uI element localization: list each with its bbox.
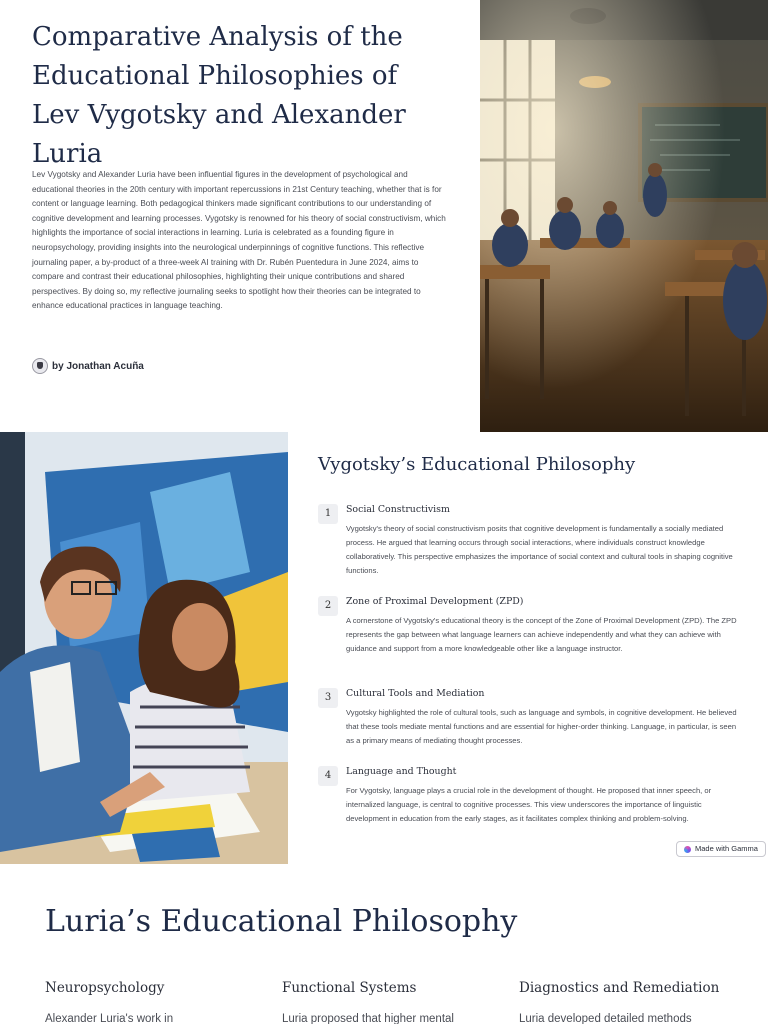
column-card [519, 980, 739, 1024]
gamma-badge-label: Made with Gamma [695, 844, 758, 853]
intro-paragraph: Lev Vygotsky and Alexander Luria have been influential figures in the development of psychological and educational theories in the 20th century with important repercussions in 21st Century teaching, whether that is for content or language learning. Both pedagogical thinkers made significant contributions to our understanding of cognitive development and learning processes. Vygotsky is renowned for his theory of social constructivism, which highlights the importance of social interactions in learning. Luria is celebrated as a founding figure in neuropsychology, providing insights into the neurological underpinnings of cognitive functions. This reflective journaling paper, a by-product of a three-week AI training with Dr. Rubén Puentedura in June 2024, aims to compare and contrast their educational philosophies, highlighting their unique contributions and shared perspectives. By doing so, my reflective journaling seeks to spotlight how their theories can be integrated to enhance educational practices in language teaching. [32, 170, 446, 311]
item-number: 1 [318, 504, 338, 524]
column-description: Luria developed detailed methods [519, 1013, 692, 1024]
students-image [0, 432, 288, 864]
luria-slide [0, 864, 768, 1024]
column-title: Neuropsychology [45, 980, 165, 996]
item-title: Cultural Tools and Mediation [346, 688, 485, 699]
item-number: 2 [318, 596, 338, 616]
column-title: Functional Systems [282, 980, 417, 996]
made-with-gamma-badge[interactable] [676, 841, 766, 857]
item-number: 4 [318, 766, 338, 786]
column-description: Alexander Luria's work in [45, 1013, 174, 1024]
vygotsky-slide [0, 432, 768, 864]
item-description: Vygotsky highlighted the role of cultural tools, such as language and symbols, in cognitive development. He believed that these tools mediate mental functions and are essential for higher-order thinking. Language, in particular, is seen as a primary means of mediating thought processes. [346, 708, 737, 745]
column-card [282, 980, 502, 1024]
page-title: Comparative Analysis of the Educational Philosophies of Lev Vygotsky and Alexander Luria [32, 22, 406, 169]
gamma-logo-icon [684, 846, 691, 853]
column-title: Diagnostics and Remediation [519, 980, 720, 996]
column-description: Luria proposed that higher mental [282, 1013, 454, 1024]
item-title: Language and Thought [346, 766, 457, 777]
author-byline [32, 358, 144, 374]
item-description: Vygotsky's theory of social constructivism posits that cognitive development is fundamentally a socially mediated process. He argued that learning occurs through social interactions, where individuals construct knowledge collaboratively. This perspective emphasizes the importance of social context and cultural tools in shaping cognitive functions. [346, 524, 733, 575]
classroom-illustration [480, 0, 768, 432]
item-description: For Vygotsky, language plays a crucial role in the development of thought. He proposed that inner speech, or internalized language, is central to cognitive processes. This view underscores the importance of linguistic development in education from the early stages, as it facilitates complex thinking and problem-solving. [346, 786, 712, 823]
section-heading: Vygotsky’s Educational Philosophy [318, 454, 636, 475]
item-description: A cornerstone of Vygotsky's educational theory is the concept of the Zone of Proximal Development (ZPD). The ZPD represents the gap between what language learners can achieve independently and what they can achieve with guidance and support from a more knowledgeable other like a language instructor. [346, 616, 737, 653]
item-title: Zone of Proximal Development (ZPD) [346, 596, 524, 607]
item-number: 3 [318, 688, 338, 708]
item-title: Social Constructivism [346, 504, 450, 515]
section-heading: Luria’s Educational Philosophy [45, 904, 518, 939]
intro-slide [0, 0, 768, 432]
classroom-image [480, 0, 768, 432]
author-avatar-icon [32, 358, 48, 374]
students-illustration [0, 432, 288, 864]
author-name: by Jonathan Acuña [52, 360, 144, 372]
column-card [45, 980, 265, 1024]
